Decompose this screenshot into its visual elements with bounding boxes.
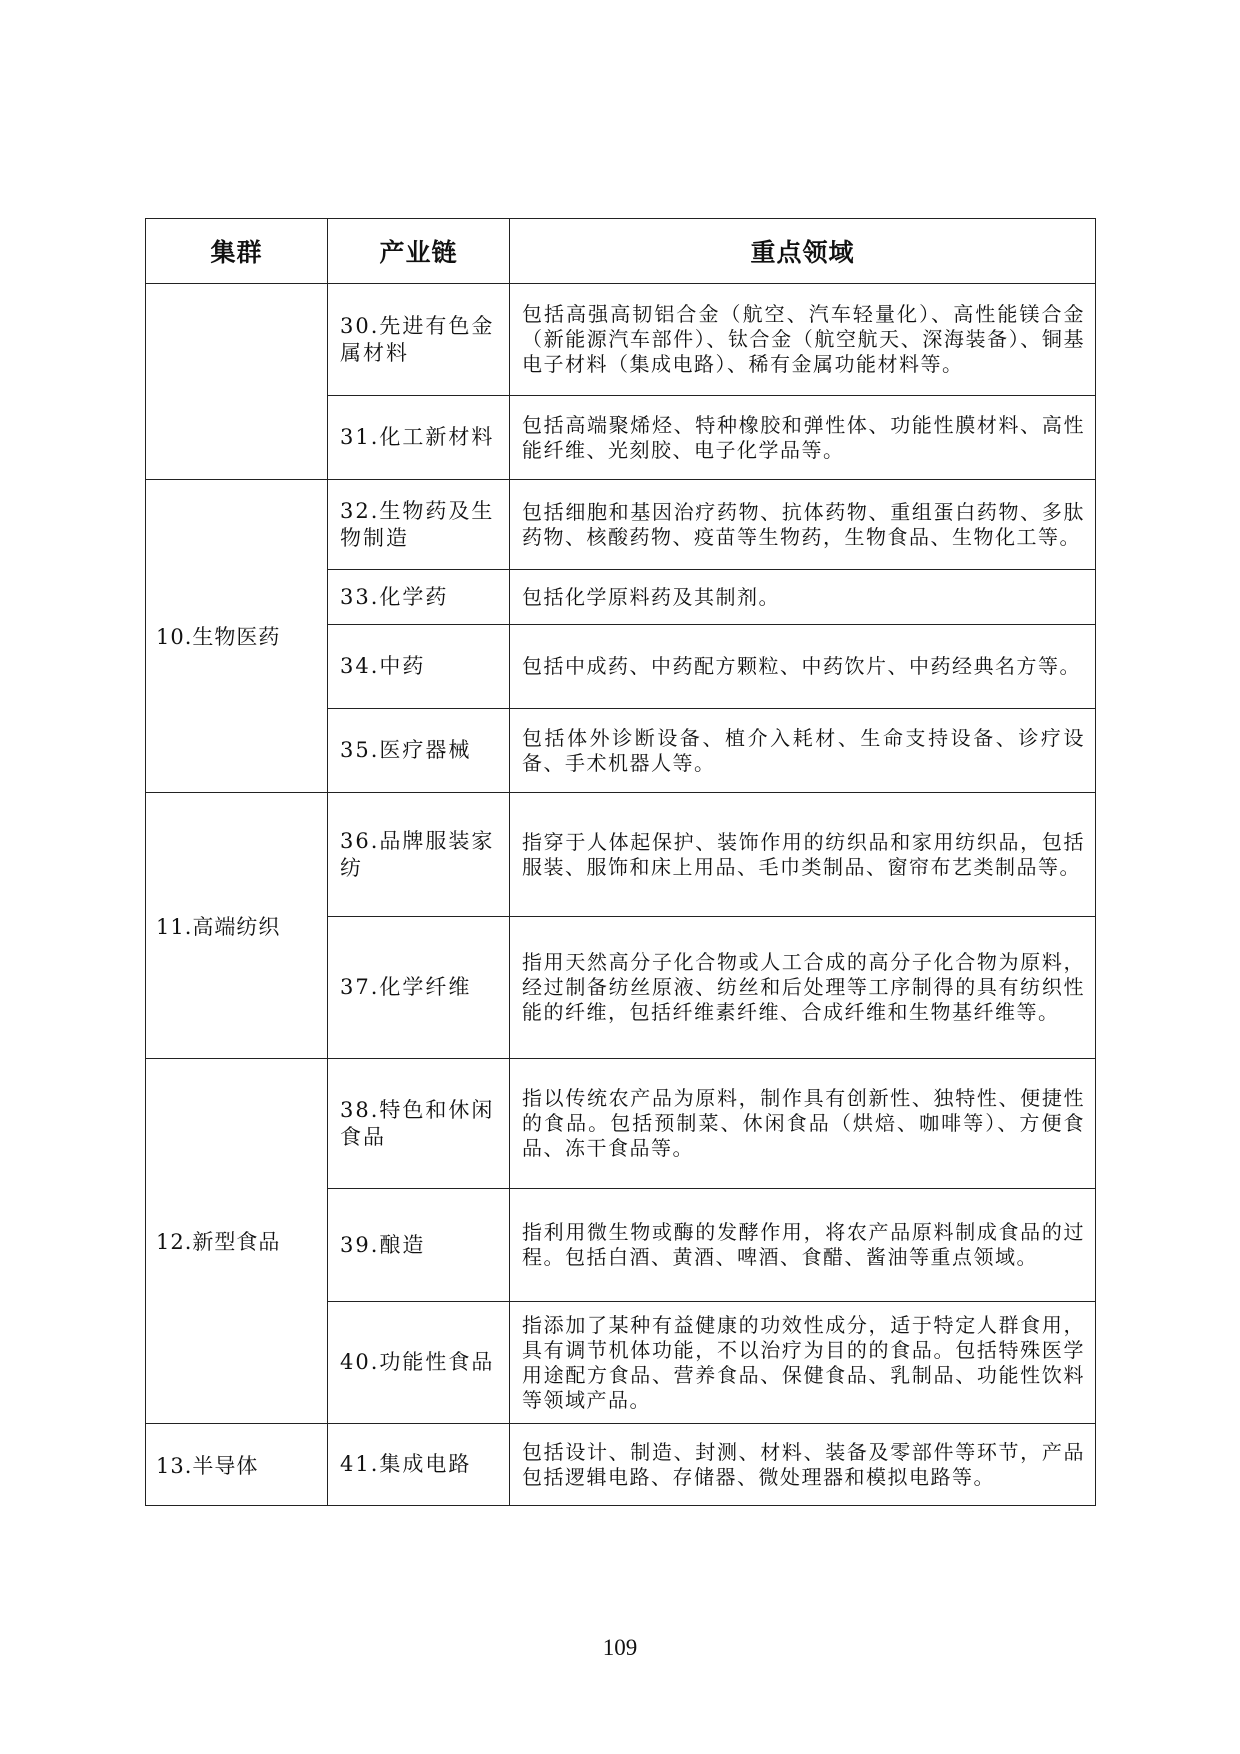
focus-cell: 包括化学原料药及其制剂。 — [510, 570, 1096, 625]
cluster-cell: 11.高端纺织 — [146, 793, 328, 1059]
focus-cell: 包括体外诊断设备、植介入耗材、生命支持设备、诊疗设备、手术机器人等。 — [510, 709, 1096, 793]
focus-cell: 指添加了某种有益健康的功效性成分，适于特定人群食用，具有调节机体功能，不以治疗为目的的食品。包括特殊医学用途配方食品、营养食品、保健食品、乳制品、功能性饮料等领域产品。 — [510, 1302, 1096, 1424]
focus-cell: 包括中成药、中药配方颗粒、中药饮片、中药经典名方等。 — [510, 625, 1096, 709]
header-chain: 产业链 — [328, 219, 510, 284]
table-row — [146, 284, 1096, 396]
table-row — [146, 480, 1096, 570]
table-header-row — [146, 219, 1096, 284]
chain-cell: 33.化学药 — [328, 570, 510, 625]
focus-cell: 包括细胞和基因治疗药物、抗体药物、重组蛋白药物、多肽药物、核酸药物、疫苗等生物药，生物食品、生物化工等。 — [510, 480, 1096, 570]
focus-cell: 指用天然高分子化合物或人工合成的高分子化合物为原料，经过制备纺丝原液、纺丝和后处理等工序制得的具有纺织性能的纤维，包括纤维素纤维、合成纤维和生物基纤维等。 — [510, 917, 1096, 1059]
chain-cell: 30.先进有色金属材料 — [328, 284, 510, 396]
focus-cell: 包括设计、制造、封测、材料、装备及零部件等环节，产品包括逻辑电路、存储器、微处理器和模拟电路等。 — [510, 1424, 1096, 1506]
chain-cell: 40.功能性食品 — [328, 1302, 510, 1424]
focus-cell: 包括高强高韧铝合金（航空、汽车轻量化）、高性能镁合金（新能源汽车部件）、钛合金（航空航天、深海装备）、铜基电子材料（集成电路）、稀有金属功能材料等。 — [510, 284, 1096, 396]
header-cluster: 集群 — [146, 219, 328, 284]
focus-cell: 指以传统农产品为原料，制作具有创新性、独特性、便捷性的食品。包括预制菜、休闲食品（烘焙、咖啡等）、方便食品、冻干食品等。 — [510, 1059, 1096, 1189]
header-focus: 重点领域 — [510, 219, 1096, 284]
table-row — [146, 793, 1096, 917]
cluster-cell: 12.新型食品 — [146, 1059, 328, 1424]
chain-cell: 32.生物药及生物制造 — [328, 480, 510, 570]
industry-table — [145, 218, 1096, 1506]
chain-cell: 39.酿造 — [328, 1189, 510, 1302]
chain-cell: 31.化工新材料 — [328, 396, 510, 480]
chain-cell: 34.中药 — [328, 625, 510, 709]
chain-cell: 35.医疗器械 — [328, 709, 510, 793]
cluster-cell: 13.半导体 — [146, 1424, 328, 1506]
focus-cell: 包括高端聚烯烃、特种橡胶和弹性体、功能性膜材料、高性能纤维、光刻胶、电子化学品等。 — [510, 396, 1096, 480]
page-number: 109 — [602, 1635, 638, 1660]
table-row — [146, 1059, 1096, 1189]
chain-cell: 36.品牌服装家纺 — [328, 793, 510, 917]
cluster-cell: 10.生物医药 — [146, 480, 328, 793]
chain-cell: 37.化学纤维 — [328, 917, 510, 1059]
chain-cell: 38.特色和休闲食品 — [328, 1059, 510, 1189]
focus-cell: 指穿于人体起保护、装饰作用的纺织品和家用纺织品，包括服装、服饰和床上用品、毛巾类制品、窗帘布艺类制品等。 — [510, 793, 1096, 917]
table-row — [146, 1424, 1096, 1506]
chain-cell: 41.集成电路 — [328, 1424, 510, 1506]
focus-cell: 指利用微生物或酶的发酵作用，将农产品原料制成食品的过程。包括白酒、黄酒、啤酒、食醋、酱油等重点领域。 — [510, 1189, 1096, 1302]
cluster-cell — [146, 284, 328, 480]
